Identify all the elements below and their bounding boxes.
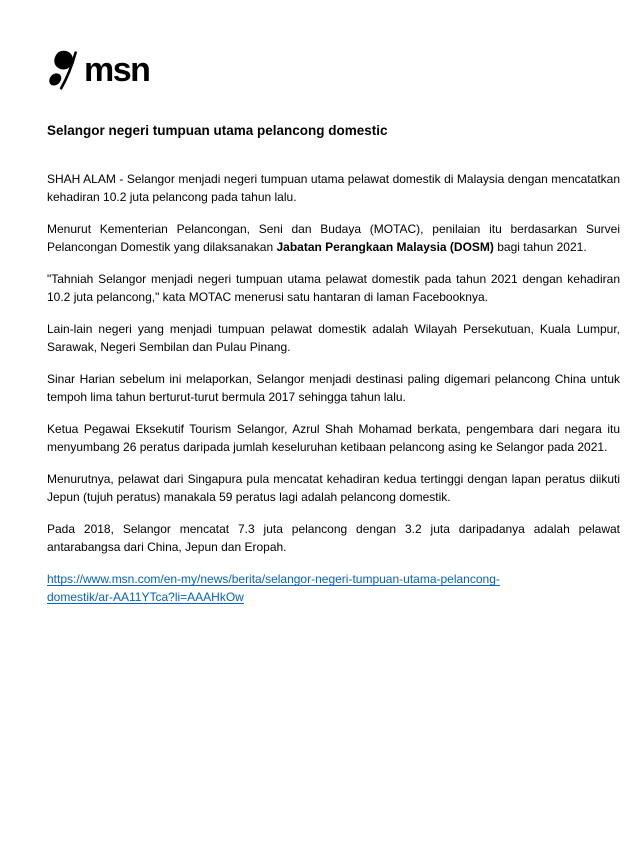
msn-logo xyxy=(47,50,620,90)
article-paragraph-2 xyxy=(47,220,620,256)
article-paragraph-1: SHAH ALAM - Selangor menjadi negeri tumpuan utama pelawat domestik di Malaysia dengan mencatatkan kehadiran 10.2 juta pelancong pada tahun lalu. xyxy=(47,172,620,204)
msn-butterfly-icon xyxy=(47,50,77,90)
article-paragraph-7: Menurutnya, pelawat dari Singapura pula mencatat kehadiran kedua tertinggi dengan lapan peratus diikuti Jepun (tujuh peratus) manakala 59 peratus lagi adalah pelancong domestik. xyxy=(47,472,620,504)
article-paragraph-4: Lain-lain negeri yang menjadi tumpuan pelawat domestik adalah Wilayah Persekutuan, Kuala Lumpur, Sarawak, Negeri Sembilan dan Pulau Pinang. xyxy=(47,322,620,354)
paragraph-bold-text: Jabatan Perangkaan Malaysia (DOSM) xyxy=(276,240,494,254)
article-paragraph-8: Pada 2018, Selangor mencatat 7.3 juta pelancong dengan 3.2 juta daripadanya adalah pelawat antarabangsa dari China, Jepun dan Eropah. xyxy=(47,522,620,554)
article-paragraph-3: "Tahniah Selangor menjadi negeri tumpuan utama pelawat domestik pada tahun 2021 dengan kehadiran 10.2 juta pelancong," kata MOTAC menerusi satu hantaran di laman Facebooknya. xyxy=(47,272,620,304)
msn-wordmark: msn xyxy=(84,51,150,89)
article-headline: Selangor negeri tumpuan utama pelancong domestic xyxy=(47,123,388,138)
paragraph-text: Menurut Kementerian Pelancongan, Seni dan Budaya (MOTAC), penilaian itu berdasarkan Survei Pelancongan Domestik yang dilaksanakan xyxy=(47,222,620,254)
paragraph-text: bagi tahun 2021. xyxy=(493,240,587,254)
article-paragraph-5: Sinar Harian sebelum ini melaporkan, Selangor menjadi destinasi paling digemari pelancong China untuk tempoh lima tahun berturut-turut bermula 2017 sehingga tahun lalu. xyxy=(47,372,620,404)
article-paragraph-6: Ketua Pegawai Eksekutif Tourism Selangor, Azrul Shah Mohamad berkata, pengembara dari negara itu menyumbang 26 peratus daripada jumlah keseluruhan ketibaan pelancong asing ke Selangor pada 2021. xyxy=(47,422,620,454)
source-link-line2[interactable]: domestik/ar-AA11YTca?li=AAAHkOw xyxy=(47,590,244,604)
source-link-line1[interactable]: https://www.msn.com/en-my/news/berita/selangor-negeri-tumpuan-utama-pelancong- xyxy=(47,572,500,586)
source-link[interactable] xyxy=(47,570,620,606)
